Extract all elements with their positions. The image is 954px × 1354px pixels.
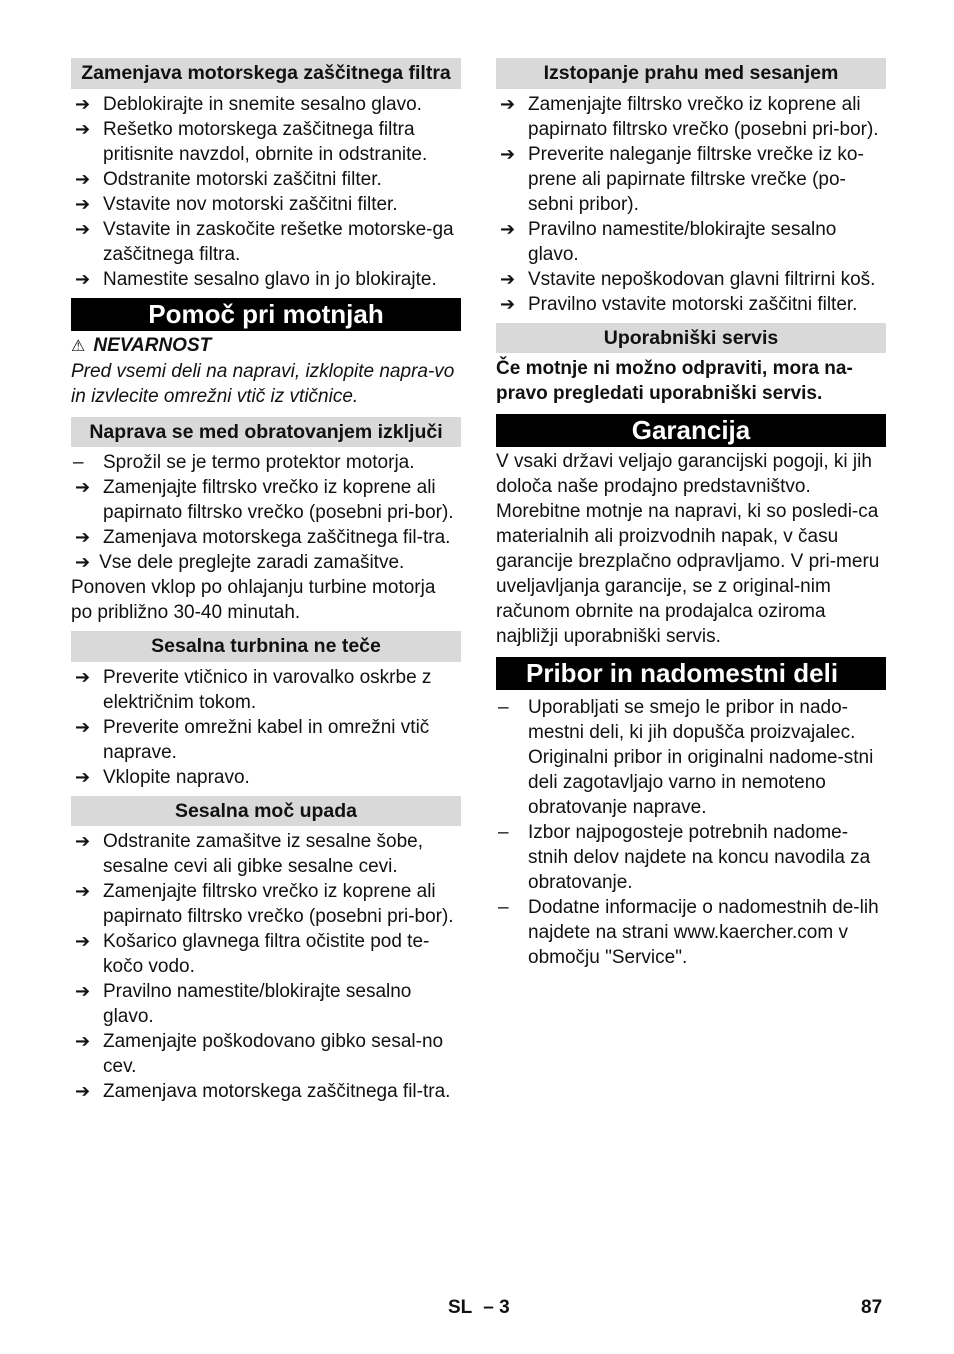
list-item: ➔ Vse dele preglejte zaradi zamašitve. <box>75 552 405 573</box>
arrow-right-icon: ➔ <box>75 1031 91 1051</box>
list-item: ➔ Namestite sesalno glavo in jo blokirajte. <box>75 268 437 290</box>
list-item: ➔ Zamenjajte poškodovano gibko sesal-no cev. <box>75 1031 444 1077</box>
list-item: ➔ Preverite naleganje filtrske vrečke iz ko-prene ali papirnate filtrske vrečke (po-sebni pribor). <box>500 143 864 215</box>
list-item: ➔ Zamenjajte filtrsko vrečko iz koprene ali papirnato filtrsko vrečko (posebni pri-bor). <box>75 881 454 927</box>
arrow-right-icon: ➔ <box>75 1081 91 1101</box>
paragraph: Ponoven vklop po ohlajanju turbine motorja po približno 30-40 minutah. <box>71 577 436 623</box>
list-item: ➔ Pravilno vstavite motorski zaščitni filter. <box>500 293 858 315</box>
bullet-list <box>71 450 461 575</box>
danger-text: Pred vsemi deli na napravi, izklopite napra-vo in izvlecite omrežni vtič iz vtičnice. <box>71 360 455 407</box>
bullet-list <box>496 695 886 970</box>
section-heading: Izstopanje prahu med sesanjem <box>496 58 886 89</box>
arrow-right-icon: ➔ <box>75 981 91 1001</box>
arrow-right-icon: ➔ <box>75 831 91 851</box>
section-number: – 3 <box>483 1297 510 1318</box>
arrow-right-icon: ➔ <box>75 477 91 497</box>
list-item: ➔ Rešetko motorskega zaščitnega filtra pritisnite navzdol, obrnite in odstranite. <box>75 118 428 165</box>
service-note: Če motnje ni možno odpraviti, mora na-pravo pregledati uporabniški servis. <box>496 358 853 404</box>
warning-triangle-icon: ⚠ <box>71 337 86 355</box>
list-item: ➔ Vstavite in zaskočite rešetke motorske-ga zaščitnega filtra. <box>75 218 454 265</box>
section-heading: Naprava se med obratovanjem izključi <box>71 417 461 448</box>
arrow-right-icon: ➔ <box>500 218 516 239</box>
list-item: ➔ Pravilno namestite/blokirajte sesalno glavo. <box>500 218 837 265</box>
arrow-right-icon: ➔ <box>75 93 91 114</box>
footer-language <box>448 1297 510 1319</box>
right-column <box>496 58 886 970</box>
paragraph: V vsaki državi veljajo garancijski pogoji, ki jih določa naše prodajno predstavništvo. Morebitne motnje na napravi, ki so posledi-ca materialnih ali proizvodnih napak, v času garancije brezplačno odpravljamo. V pri-meru uveljavljanja garancije, se z original-nim računom obrnite na prodajalca oziroma najbližji uporabniški servis. <box>496 451 880 647</box>
arrow-right-icon: ➔ <box>500 93 516 114</box>
list-item: ➔ Preverite omrežni kabel in omrežni vtič naprave. <box>75 716 430 763</box>
list-item: – Dodatne informacije o nadomestnih de-lih najdete na strani www.kaercher.com v območju "Service". <box>498 897 879 968</box>
list-item: ➔ Odstranite motorski zaščitni filter. <box>75 168 382 190</box>
arrow-right-icon: ➔ <box>75 168 91 189</box>
arrow-right-icon: ➔ <box>75 716 91 737</box>
arrow-right-icon: ➔ <box>75 666 91 687</box>
list-item: ➔ Košarico glavnega filtra očistite pod te-kočo vodo. <box>75 931 430 977</box>
bullet-list <box>71 829 461 1104</box>
chapter-heading: Pomoč pri motnjah <box>71 298 461 331</box>
arrow-right-icon: ➔ <box>75 218 91 239</box>
arrow-right-icon: ➔ <box>75 193 91 214</box>
arrow-right-icon: ➔ <box>75 118 91 139</box>
list-item: ➔ Preverite vtičnico in varovalko oskrbe z električnim tokom. <box>75 666 432 713</box>
danger-note <box>71 333 461 409</box>
dash-marker: – <box>498 697 509 718</box>
arrow-right-icon: ➔ <box>75 931 91 951</box>
list-item: ➔ Vklopite napravo. <box>75 766 250 788</box>
bullet-list <box>71 92 461 292</box>
chapter-heading: Garancija <box>496 414 886 447</box>
list-item: ➔ Odstranite zamašitve iz sesalne šobe, sesalne cevi ali gibke sesalne cevi. <box>75 831 423 877</box>
dash-marker: – <box>498 897 509 918</box>
list-item: ➔ Zamenjava motorskega zaščitnega fil-tra. <box>75 527 451 548</box>
arrow-right-icon: ➔ <box>75 881 91 901</box>
arrow-right-icon: ➔ <box>75 268 91 289</box>
list-item: ➔ Zamenjava motorskega zaščitnega fil-tra. <box>75 1081 451 1102</box>
list-item: – Izbor najpogosteje potrebnih nadome-stnih delov najdete na koncu navodila za obratovanje. <box>498 822 871 893</box>
arrow-right-icon: ➔ <box>500 268 516 289</box>
section-heading: Sesalna turbnina ne teče <box>71 631 461 662</box>
list-item: ➔ Pravilno namestite/blokirajte sesalno glavo. <box>75 981 412 1027</box>
list-item: ➔ Zamenjajte filtrsko vrečko iz koprene ali papirnato filtrsko vrečko (posebni pri-bor). <box>500 93 879 140</box>
arrow-right-icon: ➔ <box>500 143 516 164</box>
list-item: ➔ Zamenjajte filtrsko vrečko iz koprene ali papirnato filtrsko vrečko (posebni pri-bor). <box>75 477 454 523</box>
page-number: 87 <box>861 1297 883 1318</box>
danger-label: NEVARNOST <box>93 334 212 356</box>
list-item: – Sprožil se je termo protektor motorja. <box>73 452 415 473</box>
chapter-heading: Pribor in nadomestni deli <box>496 657 886 690</box>
section-heading: Sesalna moč upada <box>71 796 461 827</box>
language-code: SL <box>448 1297 472 1318</box>
arrow-right-icon: ➔ <box>500 293 516 314</box>
section-heading: Zamenjava motorskega zaščitnega filtra <box>71 58 461 89</box>
list-item: – Uporabljati se smejo le pribor in nado-mestni deli, ki jih dopušča proizvajalec. Originalni pribor in originalni nadome-stni deli zagotavljajo varno in nemoteno obratovanje naprave. <box>498 697 874 818</box>
bullet-list <box>496 92 886 317</box>
section-heading: Uporabniški servis <box>496 323 886 354</box>
arrow-right-icon: ➔ <box>75 527 91 547</box>
dash-marker: – <box>73 452 84 473</box>
arrow-right-icon: ➔ <box>75 766 91 787</box>
list-item: ➔ Vstavite nepoškodovan glavni filtrirni koš. <box>500 268 876 290</box>
dash-marker: – <box>498 822 509 843</box>
list-item: ➔ Deblokirajte in snemite sesalno glavo. <box>75 93 422 115</box>
bullet-list <box>71 665 461 790</box>
list-item: ➔ Vstavite nov motorski zaščitni filter. <box>75 193 398 215</box>
arrow-right-icon: ➔ <box>75 552 91 572</box>
left-column <box>71 58 461 1104</box>
